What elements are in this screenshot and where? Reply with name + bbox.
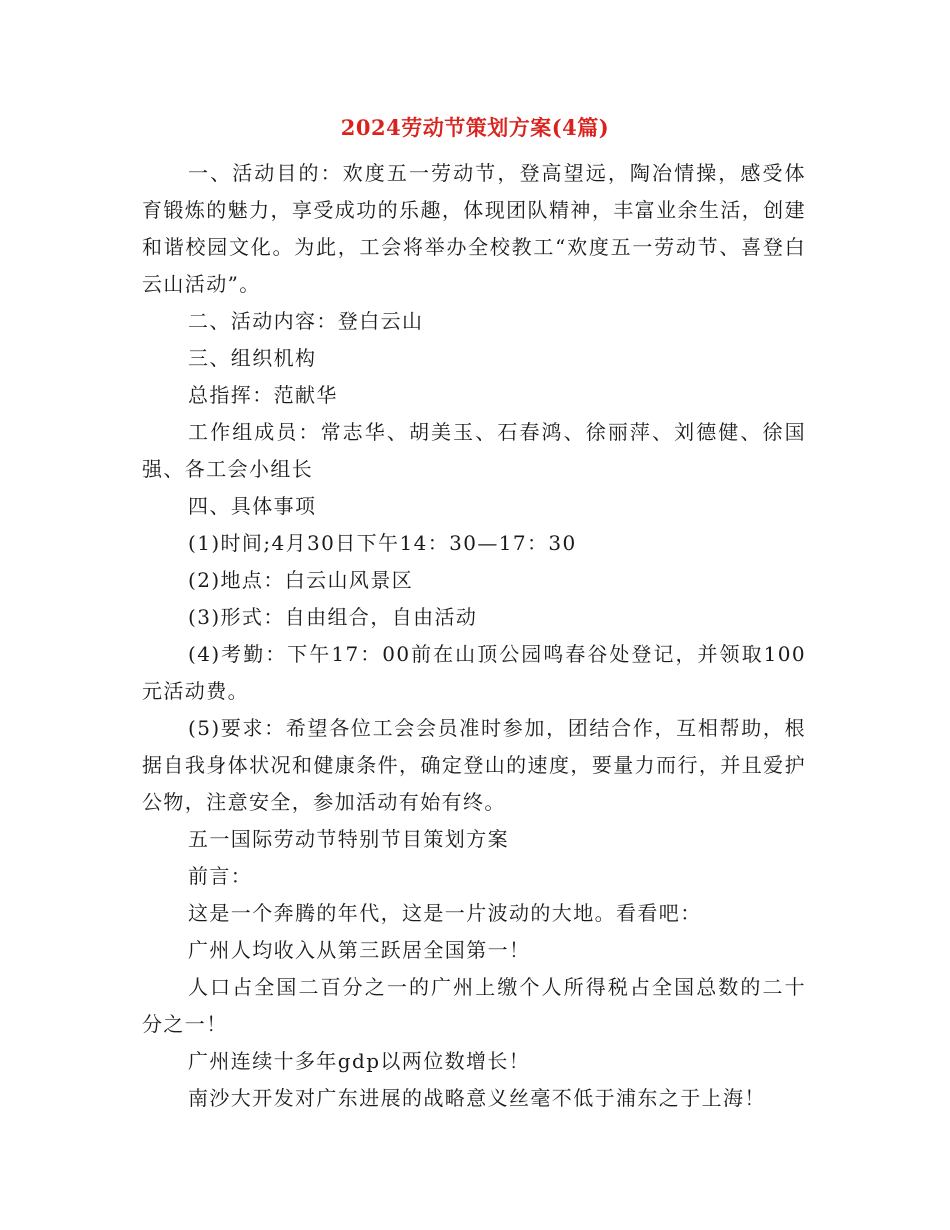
- paragraph-gdp-fact: 广州连续十多年gdp以两位数增长！: [188, 1049, 531, 1073]
- paragraph-item-time: (1)时间;4月30日下午14：30—17：30: [188, 531, 577, 555]
- paragraph-item-format: (3)形式：自由组合，自由活动: [188, 605, 478, 629]
- paragraph-activity-purpose: 一、活动目的：欢度五一劳动节，登高望远，陶冶情操，感受体育锻炼的魅力，享受成功的乐趣，体现团队精神，丰富业余生活，创建和谐校园文化。为此，工会将举办全校教工“欢度五一劳动节、喜登白云山活动”。: [142, 161, 806, 296]
- document-body: [142, 155, 806, 1117]
- paragraph-preface-intro: 这是一个奔腾的年代，这是一片波动的大地。看看吧：: [188, 901, 702, 925]
- paragraph-nansha-fact: 南沙大开发对广东进展的战略意义丝毫不低于浦东之于上海！: [188, 1086, 766, 1110]
- document-title: 2024劳动节策划方案(4篇): [340, 115, 610, 140]
- paragraph-income-fact: 广州人均收入从第三跃居全国第一！: [188, 938, 531, 962]
- paragraph-work-group-members: 工作组成员：常志华、胡美玉、石春鸿、徐丽萍、刘德健、徐国强、各工会小组长: [142, 420, 806, 481]
- paragraph-organization-heading: 三、组织机构: [188, 346, 317, 370]
- paragraph-item-requirements: (5)要求：希望各位工会会员准时参加，团结合作，互相帮助，根据自我身体状况和健康条件，确定登山的速度，要量力而行，并且爱护公物，注意安全，参加活动有始有终。: [142, 716, 806, 814]
- paragraph-item-location: (2)地点：白云山风景区: [188, 568, 414, 592]
- paragraph-second-plan-title: 五一国际劳动节特别节目策划方案: [188, 827, 509, 851]
- paragraph-tax-fact: 人口占全国二百分之一的广州上缴个人所得税占全国总数的二十分之一！: [142, 975, 806, 1036]
- paragraph-preface-label: 前言：: [188, 864, 253, 888]
- paragraph-specific-items-heading: 四、具体事项: [188, 494, 317, 518]
- paragraph-activity-content: 二、活动内容：登白云山: [188, 309, 424, 333]
- paragraph-item-attendance: (4)考勤：下午17：00前在山顶公园鸣春谷处登记，并领取100元活动费。: [142, 642, 806, 703]
- paragraph-commander: 总指挥：范献华: [188, 383, 338, 407]
